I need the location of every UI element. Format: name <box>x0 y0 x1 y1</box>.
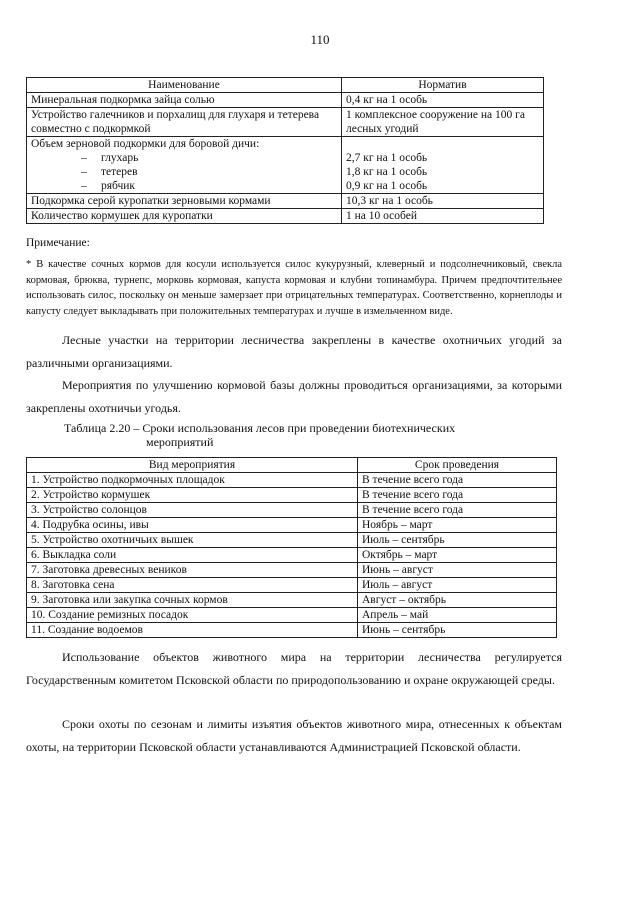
table-row <box>27 108 544 137</box>
table-row <box>27 578 557 593</box>
table-caption: Таблица 2.20 – Сроки использования лесов при проведении биотехнических мероприятий <box>64 421 456 449</box>
table-cell-period: Июнь – сентябрь <box>358 623 557 638</box>
table-cell-period: В течение всего года <box>358 503 557 518</box>
table-cell-period: В течение всего года <box>358 488 557 503</box>
table-cell-norm: 1 комплексное сооружение на 100 га лесных угодий <box>342 108 544 137</box>
note-label: Примечание: <box>26 237 90 249</box>
table-row <box>27 473 557 488</box>
table-row <box>27 533 557 548</box>
table-cell-norm: 10,3 кг на 1 особь <box>342 194 544 209</box>
page-number: 110 <box>310 32 330 47</box>
table-cell-activity: 5. Устройство охотничьих вышек <box>27 533 358 548</box>
table-cell-period: Ноябрь – март <box>358 518 557 533</box>
table-cell-period: Июль – август <box>358 578 557 593</box>
column-header-activity: Вид мероприятия <box>27 458 358 473</box>
table-row <box>27 488 557 503</box>
grain-value: 1,8 кг на 1 особь <box>346 166 428 178</box>
footnote: * В качестве сочных кормов для косули используется силос кукурузный, клеверный и подсолнечниковый, свекла кормовая, брюква, турнепс, морковь кормовая, капуста кормовая и клубни топинамбура. Причем предпочтительнее использовать силос, поскольку он меньше замерзает при отрицательных температурах. Соответственно, корнеплоды и капусту следует выкладывать при положительных температурах и лучше в измельченном виде. <box>26 259 562 317</box>
table-row <box>27 194 544 209</box>
table-cell-activity: 2. Устройство кормушек <box>27 488 358 503</box>
table-cell-norm <box>342 137 544 194</box>
table-cell-period: Июль – сентябрь <box>358 533 557 548</box>
table-row <box>27 93 544 108</box>
table-cell-period: Октябрь – март <box>358 548 557 563</box>
grain-item: – рябчик <box>81 180 135 192</box>
table-row <box>27 518 557 533</box>
table-cell-name: Количество кормушек для куропатки <box>27 209 342 224</box>
table-cell-activity: 7. Заготовка древесных веников <box>27 563 358 578</box>
table-cell-period: Апрель – май <box>358 608 557 623</box>
table-cell-activity: 1. Устройство подкормочных площадок <box>27 473 358 488</box>
table-header-row <box>27 78 544 93</box>
table-row <box>27 503 557 518</box>
grain-value: 2,7 кг на 1 особь <box>346 152 428 164</box>
table-cell-name <box>27 137 342 194</box>
grain-item: – тетерев <box>81 166 138 178</box>
table-cell-activity: 8. Заготовка сена <box>27 578 358 593</box>
table-row <box>27 563 557 578</box>
table-row <box>27 209 544 224</box>
table-row <box>27 593 557 608</box>
table-cell-norm: 1 на 10 особей <box>342 209 544 224</box>
feeding-norms-table <box>26 77 544 224</box>
table-cell-name: Устройство галечников и порхалищ для глухаря и тетерева совместно с подкормкой <box>27 108 342 137</box>
paragraph: Использование объектов животного мира на территории лесничества регулируется Государственным комитетом Псковской области по природопользованию и охране окружающей среды. <box>26 650 562 687</box>
table-row <box>27 623 557 638</box>
table-cell-norm: 0,4 кг на 1 особь <box>342 93 544 108</box>
table-cell-activity: 3. Устройство солонцов <box>27 503 358 518</box>
grain-value: 0,9 кг на 1 особь <box>346 180 428 192</box>
table-cell-activity: 11. Создание водоемов <box>27 623 358 638</box>
table-cell-name: Минеральная подкормка зайца солью <box>27 93 342 108</box>
grain-item: – глухарь <box>81 152 139 164</box>
paragraph: Лесные участки на территории лесничества закреплены в качестве охотничьих угодий за различными организациями. <box>26 333 562 370</box>
table-row <box>27 548 557 563</box>
grain-heading: Объем зерновой подкормки для боровой дичи: <box>31 138 260 150</box>
paragraph: Сроки охоты по сезонам и лимиты изъятия объектов животного мира, отнесенных к объектам охоты, на территории Псковской области устанавливаются Администрацией Псковской области. <box>26 717 562 754</box>
table-header-row <box>27 458 557 473</box>
table-cell-activity: 9. Заготовка или закупка сочных кормов <box>27 593 358 608</box>
column-header-norm: Норматив <box>342 78 544 93</box>
table-cell-name: Подкормка серой куропатки зерновыми кормами <box>27 194 342 209</box>
column-header-period: Срок проведения <box>358 458 557 473</box>
table-cell-activity: 10. Создание ремизных посадок <box>27 608 358 623</box>
biotech-schedule-table <box>26 457 557 638</box>
paragraph: Мероприятия по улучшению кормовой базы должны проводиться организациями, за которыми закреплены охотничьи угодья. <box>26 378 562 415</box>
table-row-grain <box>27 137 544 194</box>
table-cell-activity: 4. Подрубка осины, ивы <box>27 518 358 533</box>
table-cell-activity: 6. Выкладка соли <box>27 548 358 563</box>
table-cell-period: Август – октябрь <box>358 593 557 608</box>
table-row <box>27 608 557 623</box>
table-cell-period: В течение всего года <box>358 473 557 488</box>
column-header-name: Наименование <box>27 78 342 93</box>
table-cell-period: Июнь – август <box>358 563 557 578</box>
